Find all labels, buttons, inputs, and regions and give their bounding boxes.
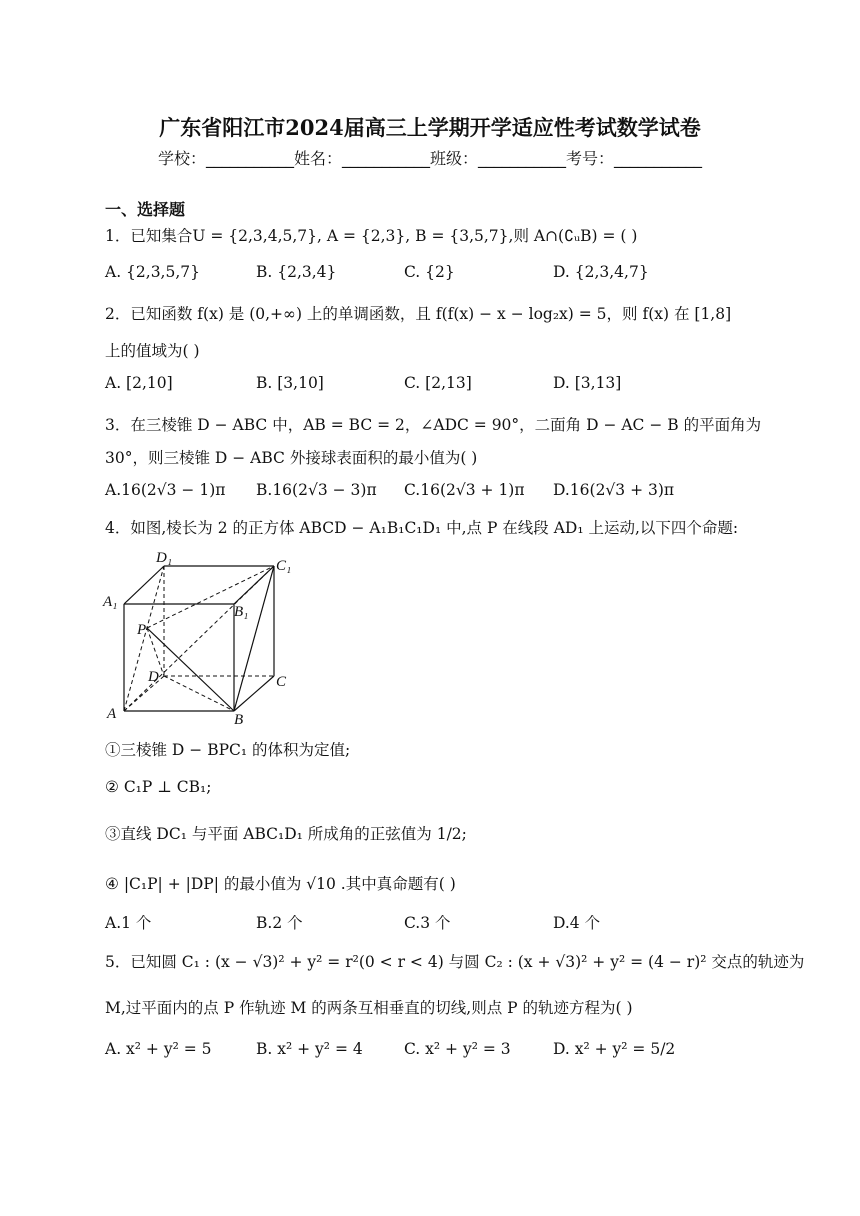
question-4-stem: 4．如图,棱长为 2 的正方体 ABCD − A₁B₁C₁D₁ 中,点 P 在线段 AD₁ 上运动,以下四个命题: xyxy=(105,519,739,537)
question-3-stem-line2: 30°，则三棱锥 D − ABC 外接球表面积的最小值为( ) xyxy=(105,449,478,467)
question-5-stem-line2: M,过平面内的点 P 作轨迹 M 的两条互相垂直的切线,则点 P 的轨迹方程为( ) xyxy=(105,999,633,1017)
label-b1: B₁ xyxy=(234,604,249,620)
q1-option-d: D. {2,3,4,7} xyxy=(553,263,649,281)
q2-option-a: A. [2,10] xyxy=(105,374,173,392)
q2-option-b: B. [3,10] xyxy=(256,374,324,392)
q4-proposition-1: ①三棱锥 D − BPC₁ 的体积为定值; xyxy=(105,741,351,759)
question-2-stem-line2: 上的值域为( ) xyxy=(105,342,200,360)
student-info-line: 学校：___________姓名：___________班级：___________考号：___________ xyxy=(157,149,702,168)
question-5-stem-line1: 5．已知圆 C₁ : (x − √3)² + y² = r²(0 < r < 4) 与圆 C₂ : (x + √3)² + y² = (4 − r)² 交点的轨迹为 xyxy=(105,953,805,971)
question-1-stem: 1．已知集合U = {2,3,4,5,7}, A = {2,3}, B = {3,5,7},则 A∩(∁ᵤB) = ( ) xyxy=(105,227,638,245)
question-3-stem-line1: 3．在三棱锥 D − ABC 中，AB = BC = 2，∠ADC = 90°，二面角 D − AC − B 的平面角为 xyxy=(105,416,762,434)
q5-option-a: A. x² + y² = 5 xyxy=(105,1040,212,1058)
cube-figure xyxy=(100,548,300,728)
q1-option-a: A. {2,3,5,7} xyxy=(105,263,200,281)
label-c: C xyxy=(276,674,287,690)
label-b: B xyxy=(234,712,244,728)
label-d: D xyxy=(148,669,159,685)
label-p: P xyxy=(137,622,147,638)
q5-option-d: D. x² + y² = 5/2 xyxy=(553,1040,676,1058)
q3-option-c: C.16(2√3 + 1)π xyxy=(404,481,525,499)
q3-option-b: B.16(2√3 − 3)π xyxy=(256,481,377,499)
q4-proposition-4: ④ |C₁P| + |DP| 的最小值为 √10 .其中真命题有( ) xyxy=(105,875,456,893)
q4-option-d: D.4 个 xyxy=(553,914,601,932)
q3-option-a: A.16(2√3 − 1)π xyxy=(105,481,226,499)
q5-option-c: C. x² + y² = 3 xyxy=(404,1040,511,1058)
q3-option-d: D.16(2√3 + 3)π xyxy=(553,481,675,499)
q4-proposition-2: ② C₁P ⊥ CB₁; xyxy=(105,778,212,796)
q1-option-b: B. {2,3,4} xyxy=(256,263,337,281)
label-a: A xyxy=(107,706,117,722)
q4-proposition-3: ③直线 DC₁ 与平面 ABC₁D₁ 所成角的正弦值为 1/2; xyxy=(105,825,467,843)
label-a1: A₁ xyxy=(103,594,118,610)
q1-option-c: C. {2} xyxy=(404,263,455,281)
page-title: 广东省阳江市2024届高三上学期开学适应性考试数学试卷 xyxy=(159,115,701,140)
q4-option-a: A.1 个 xyxy=(105,914,152,932)
q5-option-b: B. x² + y² = 4 xyxy=(256,1040,363,1058)
q2-option-c: C. [2,13] xyxy=(404,374,472,392)
label-c1: C₁ xyxy=(276,558,292,574)
q2-option-d: D. [3,13] xyxy=(553,374,622,392)
question-2-stem-line1: 2．已知函数 f(x) 是 (0,+∞) 上的单调函数，且 f(f(x) − x − log₂x) = 5，则 f(x) 在 [1,8] xyxy=(105,305,732,323)
label-d1: D₁ xyxy=(156,550,173,566)
q4-option-c: C.3 个 xyxy=(404,914,451,932)
q4-option-b: B.2 个 xyxy=(256,914,303,932)
section-heading: 一、选择题 xyxy=(105,200,186,219)
